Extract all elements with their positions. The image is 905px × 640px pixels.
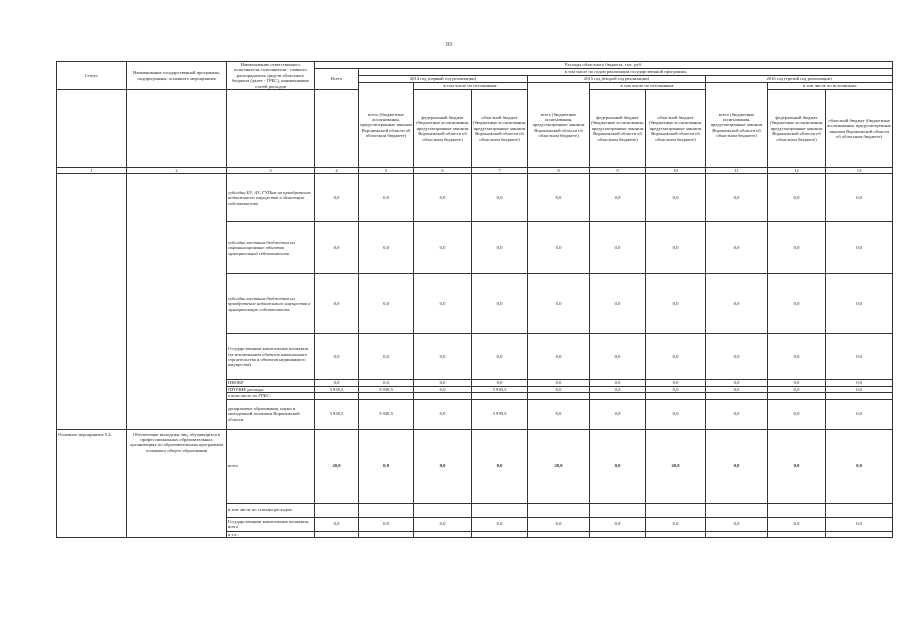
row-label: ПРОЧИЕ расходы xyxy=(227,386,315,392)
header-program: Наименование государственной программы, подпрограммы, основного мероприятия xyxy=(127,62,227,90)
header-status: Статус xyxy=(57,62,127,90)
header-2015-federal: федеральный бюджет (бюджетные ассигнования, предусмотренные законом Воронежской области об областном бюджете) xyxy=(590,90,646,168)
table-row: ПРОЧИЕ расходы 3 939,5 3 939,5 0,0 3 939,5 0,0 0,0 0,0 0,0 0,0 0,0 xyxy=(57,386,893,392)
header-year-2015: 2015 год (второй год реализации) xyxy=(528,76,706,83)
budget-table xyxy=(56,61,893,538)
row-label: субсидии БУ, АУ, ГУПам на приобретение недвижимого имущества в областную собственность xyxy=(227,174,315,222)
header-2014-regional: областной бюджет (бюджетные ассигнования, предусмотренные законом Воронежской области об областном бюджете) xyxy=(472,90,528,168)
table-row: субсидии местным бюджетам на приобретение недвижимого имущества в муниципальную собственность 0,0 0,0 0,0 0,0 0,0 0,0 0,0 0,0 0,0 0,0 xyxy=(57,274,893,334)
header-row-1 xyxy=(57,62,893,69)
header-2014-sources: в том числе по источникам: xyxy=(414,83,528,90)
row-label: субсидии местным бюджетам на софинансирование объектов муниципальной собственности xyxy=(227,222,315,274)
row-label: субсидии местным бюджетам на приобретение недвижимого имущества в муниципальную собственность xyxy=(227,274,315,334)
row-label: НИОКР xyxy=(227,380,315,386)
column-number-row: 1 2 3 4 5 6 7 8 9 10 11 12 13 xyxy=(57,168,893,174)
header-2016-regional: областной бюджет (бюджетные ассигнования, предусмотренные законом Воронежской области об областном бюджете) xyxy=(826,90,893,168)
table-row xyxy=(57,531,893,537)
table-row: Государственные капитальные вложения, всего 0,0 0,0 0,0 0,0 0,0 0,0 0,0 0,0 0,0 0,0 xyxy=(57,517,893,531)
row-status: Основное мероприятие 5.4. xyxy=(57,429,127,503)
header-executor: Наименование ответственного исполнителя, исполнителя - главного распорядителя средств областного бюджета (далее - ГРБС), наименование статей расходов xyxy=(227,62,315,90)
header-2014-federal: федеральный бюджет (бюджетные ассигнования, предусмотренные законом Воронежской области об областном бюджете) xyxy=(414,90,472,168)
header-row-5 xyxy=(57,90,893,168)
table-row: департамент образования, науки и молодежной политики Воронежской области 3 939,5 3 939,5 0,0 3 939,5 0,0 0,0 0,0 0,0 0,0 0,0 xyxy=(57,399,893,429)
header-2015-regional: областной бюджет (бюджетные ассигнования, предусмотренные законом Воронежской области об областном бюджете) xyxy=(646,90,706,168)
row-label: департамент образования, науки и молодежной политики Воронежской области xyxy=(227,399,315,429)
table-row: Основное мероприятие 5.4. Обеспечение молодежи лиц, обучающихся в профессиональных образовательных организациях по образовательным программам основного общего образования всего 20,0 0,0 0,0 0,0 20,0 0,0 20,0 0,0 0,0 0,0 xyxy=(57,429,893,503)
header-year-2016: 2016 год (третий год реализации) xyxy=(706,76,893,83)
row-label: всего xyxy=(227,429,315,503)
header-2015-total: всего (бюджетные ассигнования, предусмотренные законом Воронежской области об областном бюджете) xyxy=(528,83,590,168)
header-total: Всего xyxy=(315,69,359,90)
header-2015-sources: в том числе по источникам: xyxy=(590,83,706,90)
header-2016-federal: федеральный бюджет (бюджетные ассигнования, предусмотренные законом Воронежской области об областном бюджете) xyxy=(768,90,826,168)
row-label: Государственные капитальные вложения (за исключением объектов капитального строительства и объектов недвижимого имущества) xyxy=(227,334,315,380)
table-row xyxy=(57,503,893,517)
row-label: в т.ч.: xyxy=(227,531,315,537)
row-program: Обеспечение молодежи лиц, обучающихся в профессиональных образовательных организациях по образовательным программам основного общего образования xyxy=(127,429,227,503)
table-row: Государственные капитальные вложения (за исключением объектов капитального строительства и объектов недвижимого имущества) 0,0 0,0 0,0 0,0 0,0 0,0 0,0 0,0 0,0 0,0 xyxy=(57,334,893,380)
header-year-2014: 2014 год (первый год реализации) xyxy=(359,76,528,83)
row-label: Государственные капитальные вложения, всего xyxy=(227,517,315,531)
row-label: в том числе по ГРБС: xyxy=(227,393,315,399)
header-2014-total: всего (бюджетные ассигнования, предусмотренные законом Воронежской области об областном бюджете) xyxy=(359,83,414,168)
table-row: НИОКР 0,0 0,0 0,0 0,0 0,0 0,0 0,0 0,0 0,0 0,0 xyxy=(57,380,893,386)
budget-table-sheet xyxy=(56,61,892,538)
page-number: 93 xyxy=(446,42,452,48)
header-expenses-title: Расходы областного бюджета, тыс. руб. xyxy=(315,62,893,69)
table-row: субсидии местным бюджетам на софинансирование объектов муниципальной собственности 0,0 0,0 0,0 0,0 0,0 0,0 0,0 0,0 0,0 0,0 xyxy=(57,222,893,274)
table-row: субсидии БУ, АУ, ГУПам на приобретение недвижимого имущества в областную собственность 0,0 0,0 0,0 0,0 0,0 0,0 0,0 0,0 0,0 0,0 xyxy=(57,174,893,222)
header-2016-total: всего (бюджетные ассигнования, предусмотренные законом Воронежской области об областном бюджете) xyxy=(706,83,768,168)
header-2016-sources: в том числе по источникам: xyxy=(768,83,893,90)
row-label: в том числе по статьям расходов: xyxy=(227,503,315,517)
header-by-years: в том числе по годам реализации государственной программы xyxy=(359,69,893,76)
